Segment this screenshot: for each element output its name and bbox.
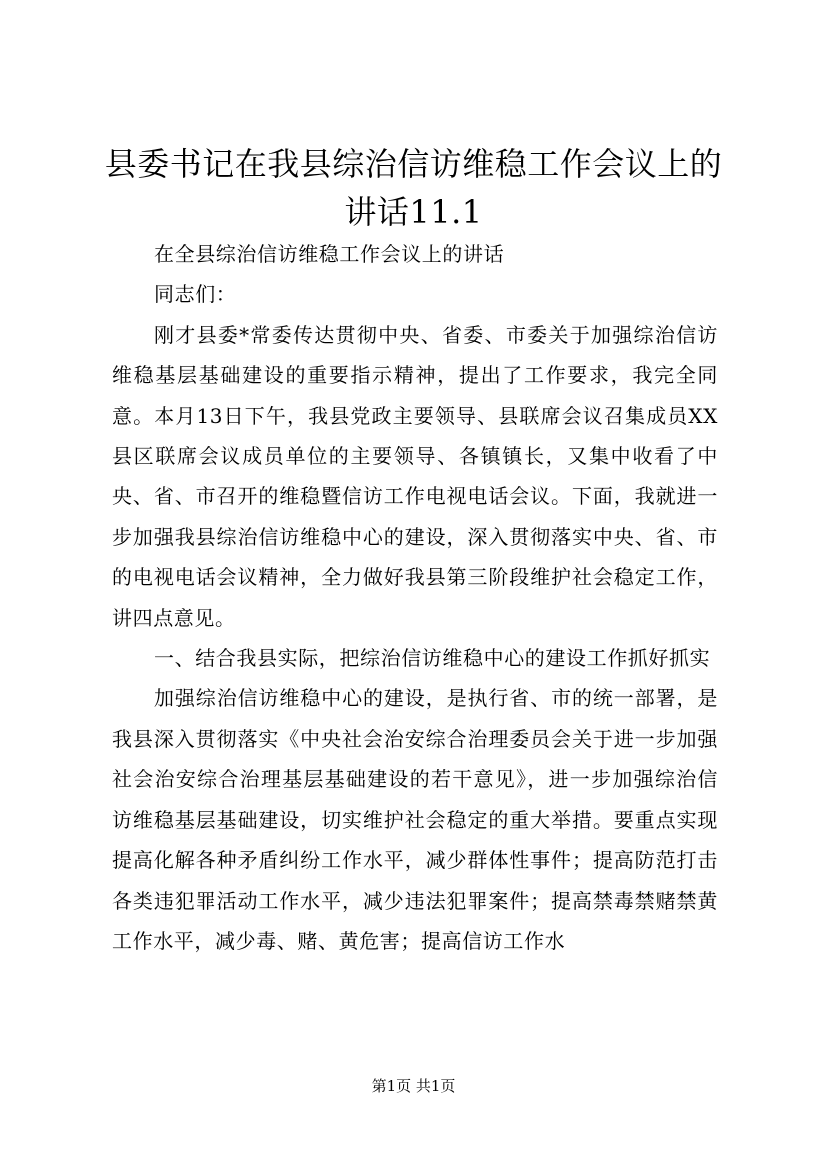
page-number-footer: 第1页 共1页 [371,1077,456,1095]
document-title: 县委书记在我县综治信访维稳工作会议上的讲话11.1 [104,145,723,231]
subtitle-paragraph: 在全县综治信访维稳工作会议上的讲话 [154,242,505,266]
section-heading: 一、结合我县实际，把综治信访维稳中心的建设工作抓好抓实 [154,646,711,671]
salutation-paragraph: 同志们： [154,282,237,307]
body-paragraph: 刚才县委*常委传达贯彻中央、省委、市委关于加强综治信访维稳基层基础建设的重要指示精神，提出了工作要求，我完全同意。本月13日下午，我县党政主要领导、县联席会议召集成员XX县区联席会议成员单位的主要领导、各镇镇长，又集中收看了中央、省、市召开的维稳暨信访工作电视电话会议。下面，我就进一步加强我县综治信访维稳中心的建设，深入贯彻落实中央、省、市的电视电话会议精神，全力做好我县第三阶段维护社会稳定工作，讲四点意见。 [112,322,718,630]
document-body [112,234,718,961]
body-paragraph: 加强综治信访维稳中心的建设，是执行省、市的统一部署，是我县深入贯彻落实《中央社会治安综合治理委员会关于进一步加强社会治安综合治理基层基础建设的若干意见》，进一步加强综治信访维稳基层基础建设，切实维护社会稳定的重大举措。要重点实现提高化解各种矛盾纠纷工作水平，减少群体性事件；提高防范打击各类违犯罪活动工作水平，减少违法犯罪案件；提高禁毒禁赌禁黄工作水平，减少毒、赌、黄危害；提高信访工作水 [112,686,718,953]
